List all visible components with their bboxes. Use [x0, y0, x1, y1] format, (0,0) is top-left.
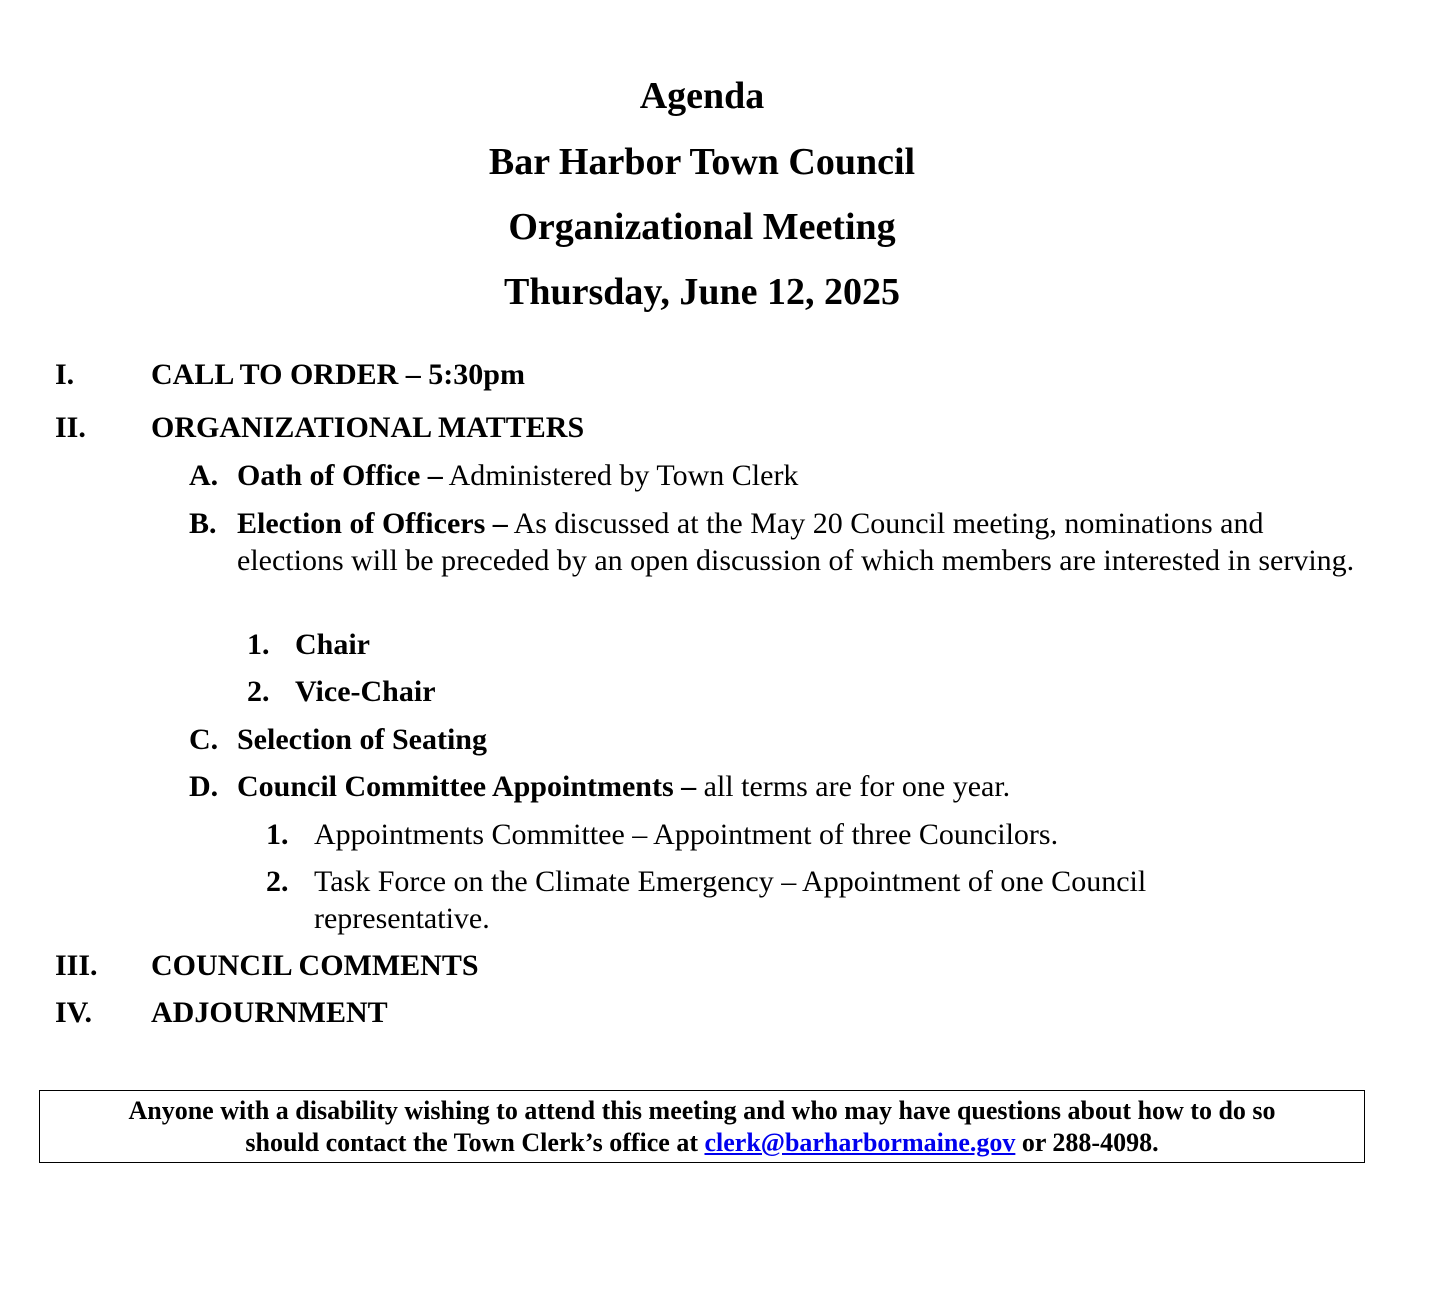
section-organizational-matters: [55, 410, 584, 446]
subitem-number: 2.: [266, 865, 289, 898]
subitem-vice-chair: [247, 673, 436, 710]
subitem-text: Vice-Chair: [295, 675, 436, 708]
item-committee-appointments: [189, 768, 1369, 805]
section-title: ADJOURNMENT: [151, 996, 388, 1029]
subitem-chair: [247, 626, 370, 663]
item-title: Council Committee Appointments –: [237, 770, 697, 803]
subitem-text: Appointments Committee – Appointment of three Councilors.: [314, 818, 1059, 851]
notice-line-1: Anyone with a disability wishing to attend this meeting and who may have questions about how to do so: [128, 1096, 1276, 1125]
section-number: IV.: [55, 996, 92, 1029]
section-number: I.: [55, 358, 75, 391]
accessibility-notice: [39, 1090, 1365, 1163]
section-title: CALL TO ORDER – 5:30pm: [151, 358, 525, 391]
item-title: Selection of Seating: [237, 723, 487, 756]
meeting-type: Organizational Meeting: [508, 206, 896, 248]
document-title: Agenda: [639, 75, 765, 117]
subitem-number: 1.: [247, 628, 270, 661]
section-council-comments: [55, 948, 479, 984]
subitem-number: 2.: [247, 675, 270, 708]
item-text: Administered by Town Clerk: [442, 459, 799, 492]
meeting-date: Thursday, June 12, 2025: [504, 271, 900, 313]
item-letter: C.: [189, 723, 219, 756]
item-title: Oath of Office –: [237, 459, 443, 492]
item-selection-of-seating: [189, 721, 1369, 758]
item-election-of-officers: [189, 505, 1369, 579]
section-number: II.: [55, 411, 86, 444]
notice-line-2: [40, 1127, 1364, 1159]
item-letter: D.: [189, 770, 219, 803]
item-letter: B.: [189, 507, 217, 540]
section-adjournment: [55, 995, 388, 1031]
section-title: ORGANIZATIONAL MATTERS: [151, 411, 585, 444]
section-title: COUNCIL COMMENTS: [151, 949, 479, 982]
notice-suffix: or 288-4098.: [1015, 1128, 1159, 1157]
section-call-to-order: [55, 357, 525, 393]
notice-prefix: should contact the Town Clerk’s office at: [245, 1128, 705, 1157]
subitem-appointments-committee: [266, 816, 1058, 853]
item-text: all terms are for one year.: [696, 770, 1011, 803]
clerk-email-link[interactable]: clerk@barharbormaine.gov: [704, 1128, 1016, 1157]
section-number: III.: [55, 949, 98, 982]
item-letter: A.: [189, 459, 219, 492]
council-name: Bar Harbor Town Council: [488, 141, 916, 183]
item-oath-of-office: [189, 457, 1369, 494]
subitem-number: 1.: [266, 818, 289, 851]
subitem-text: Task Force on the Climate Emergency – Appointment of one Council representative.: [314, 865, 1147, 935]
item-title: Election of Officers –: [237, 507, 508, 540]
subitem-text: Chair: [295, 628, 370, 661]
subitem-climate-task-force: [266, 863, 1266, 937]
item-text: As discussed at the May 20 Council meeting, nominations and elections will be preceded by an open discussion of which members are interested in serving.: [237, 507, 1355, 577]
